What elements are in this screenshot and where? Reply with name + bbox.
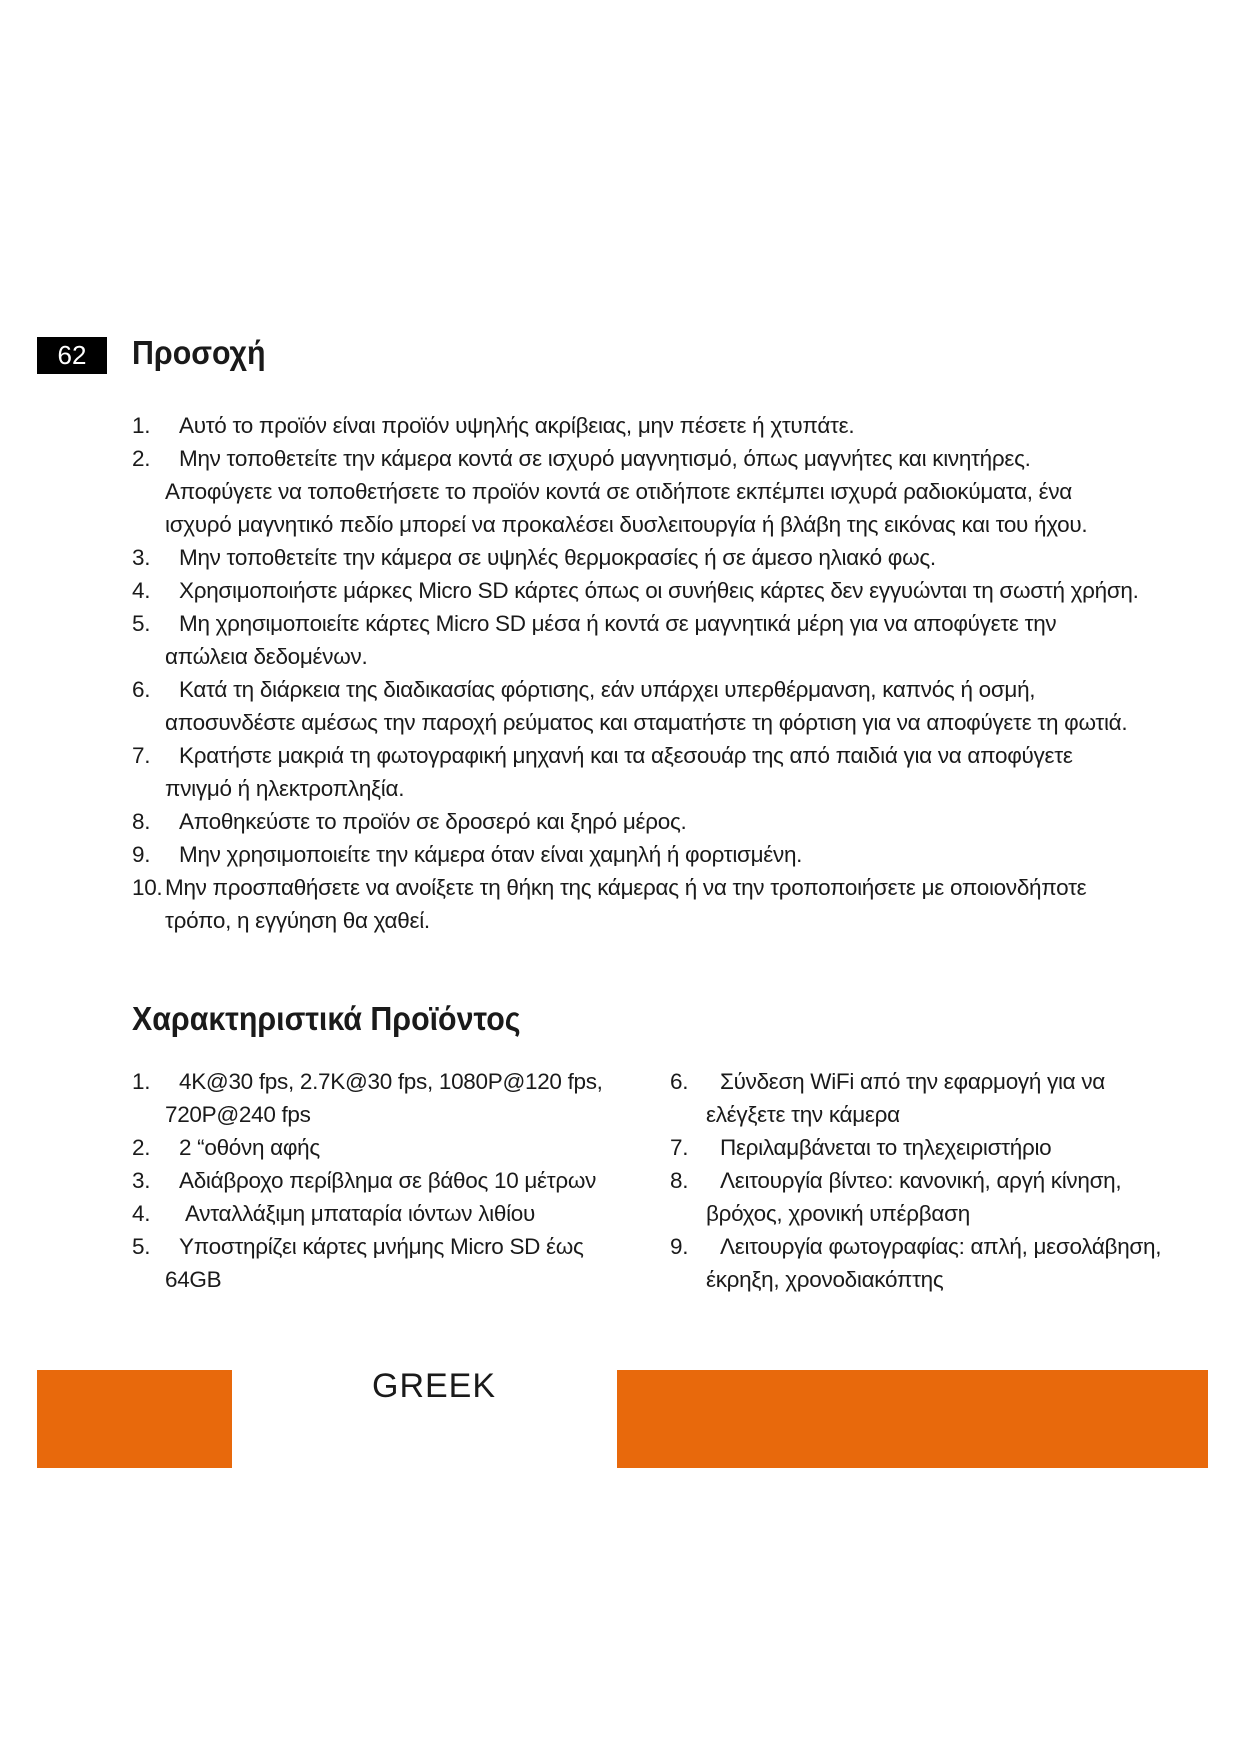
- item-text: Μην προσπαθήσετε να ανοίξετε τη θήκη της κάμερας ή να την τροποποιήσετε με οποιονδήποτε τρόπο, η εγγύηση θα χαθεί.: [165, 875, 1087, 933]
- features-list-left: [132, 1065, 632, 1296]
- item-text: Αδιάβροχο περίβλημα σε βάθος 10 μέτρων: [179, 1168, 597, 1193]
- language-label: GREEK: [372, 1367, 497, 1405]
- item-text: Περιλαμβάνεται το τηλεχειριστήριο: [720, 1135, 1052, 1160]
- list-item: [670, 1065, 1170, 1131]
- item-number: 8.: [670, 1168, 689, 1193]
- item-text: Μην χρησιμοποιείτε την κάμερα όταν είναι χαμηλή ή φορτισμένη.: [179, 842, 803, 867]
- footer-orange-bar-right: [617, 1370, 1208, 1468]
- item-number: 4.: [132, 578, 151, 603]
- list-item: [132, 442, 1142, 541]
- list-item: [132, 574, 1142, 607]
- item-text: Μην τοποθετείτε την κάμερα σε υψηλές θερμοκρασίες ή σε άμεσο ηλιακό φως.: [179, 545, 936, 570]
- list-item: [132, 409, 1142, 442]
- item-number: 3.: [132, 1168, 151, 1193]
- list-item: [132, 1230, 632, 1296]
- list-item: [132, 805, 1142, 838]
- list-item: [670, 1230, 1170, 1296]
- item-text: 4K@30 fps, 2.7K@30 fps, 1080P@120 fps, 720P@240 fps: [165, 1069, 603, 1127]
- item-number: 5.: [132, 611, 151, 636]
- item-number: 2.: [132, 446, 151, 471]
- item-number: 1.: [132, 413, 151, 438]
- item-text: Λειτουργία φωτογραφίας: απλή, μεσολάβηση, έκρηξη, χρονοδιακόπτης: [706, 1234, 1162, 1292]
- list-item: [132, 739, 1142, 805]
- list-item: [132, 541, 1142, 574]
- list-item: [132, 838, 1142, 871]
- item-number: 7.: [670, 1135, 689, 1160]
- item-number: 6.: [132, 677, 151, 702]
- item-number: 8.: [132, 809, 151, 834]
- item-text: Μη χρησιμοποιείτε κάρτες Micro SD μέσα ή κοντά σε μαγνητικά μέρη για να αποφύγετε την απώλεια δεδομένων.: [165, 611, 1057, 669]
- item-number: 3.: [132, 545, 151, 570]
- list-item: [132, 1065, 632, 1131]
- item-text: Λειτουργία βίντεο: κανονική, αργή κίνηση, βρόχος, χρονική υπέρβαση: [706, 1168, 1122, 1226]
- list-item: [670, 1131, 1170, 1164]
- features-list-right: [670, 1065, 1170, 1296]
- item-text: Υποστηρίζει κάρτες μνήμης Micro SD έως 64GB: [165, 1234, 584, 1292]
- item-text: Κρατήστε μακριά τη φωτογραφική μηχανή και τα αξεσουάρ της από παιδιά για να αποφύγετε πνιγμό ή ηλεκτροπληξία.: [165, 743, 1073, 801]
- item-text: Κατά τη διάρκεια της διαδικασίας φόρτισης, εάν υπάρχει υπερθέρμανση, καπνός ή οσμή, αποσυνδέστε αμέσως την παροχή ρεύματος και σταματήστε τη φόρτιση για να αποφύγετε τη φωτιά.: [165, 677, 1128, 735]
- caution-title: Προσοχή: [132, 334, 266, 371]
- item-number: 6.: [670, 1069, 689, 1094]
- item-number: 7.: [132, 743, 151, 768]
- item-text: Αποθηκεύστε το προϊόν σε δροσερό και ξηρό μέρος.: [179, 809, 687, 834]
- list-item: [132, 1131, 632, 1164]
- page-number: 62: [37, 337, 107, 374]
- item-number: 9.: [132, 842, 151, 867]
- features-title: Χαρακτηριστικά Προϊόντος: [132, 1000, 521, 1037]
- item-number: 4.: [132, 1201, 151, 1226]
- item-text: Αυτό το προϊόν είναι προϊόν υψηλής ακρίβειας, μην πέσετε ή χτυπάτε.: [179, 413, 855, 438]
- item-text: Χρησιμοποιήστε μάρκες Micro SD κάρτες όπως οι συνήθεις κάρτες δεν εγγυώνται τη σωστή χρήση.: [179, 578, 1139, 603]
- item-number: 5.: [132, 1234, 151, 1259]
- item-number: 2.: [132, 1135, 151, 1160]
- item-text: Ανταλλάξιμη μπαταρία ιόντων λιθίου: [185, 1201, 535, 1226]
- list-item: [132, 871, 1142, 937]
- list-item: [132, 673, 1142, 739]
- item-text: Μην τοποθετείτε την κάμερα κοντά σε ισχυρό μαγνητισμό, όπως μαγνήτες και κινητήρες. Αποφύγετε να τοποθετήσετε το προϊόν κοντά σε οτιδήποτε εκπέμπει ισχυρά ραδιοκύματα, ένα ισχυρό μαγνητικό πεδίο μπορεί να προκαλέσει δυσλειτουργία ή βλάβη της εικόνας και του ήχου.: [165, 446, 1088, 537]
- list-item: [132, 607, 1142, 673]
- item-number: 1.: [132, 1069, 151, 1094]
- list-item: [132, 1164, 632, 1197]
- list-item: [132, 1197, 632, 1230]
- item-number: 10.: [132, 875, 163, 900]
- item-text: 2 “οθόνη αφής: [179, 1135, 320, 1160]
- footer-orange-bar-left: [37, 1370, 232, 1468]
- item-text: Σύνδεση WiFi από την εφαρμογή για να ελέγξετε την κάμερα: [706, 1069, 1105, 1127]
- item-number: 9.: [670, 1234, 689, 1259]
- caution-list: [132, 409, 1142, 937]
- list-item: [670, 1164, 1170, 1230]
